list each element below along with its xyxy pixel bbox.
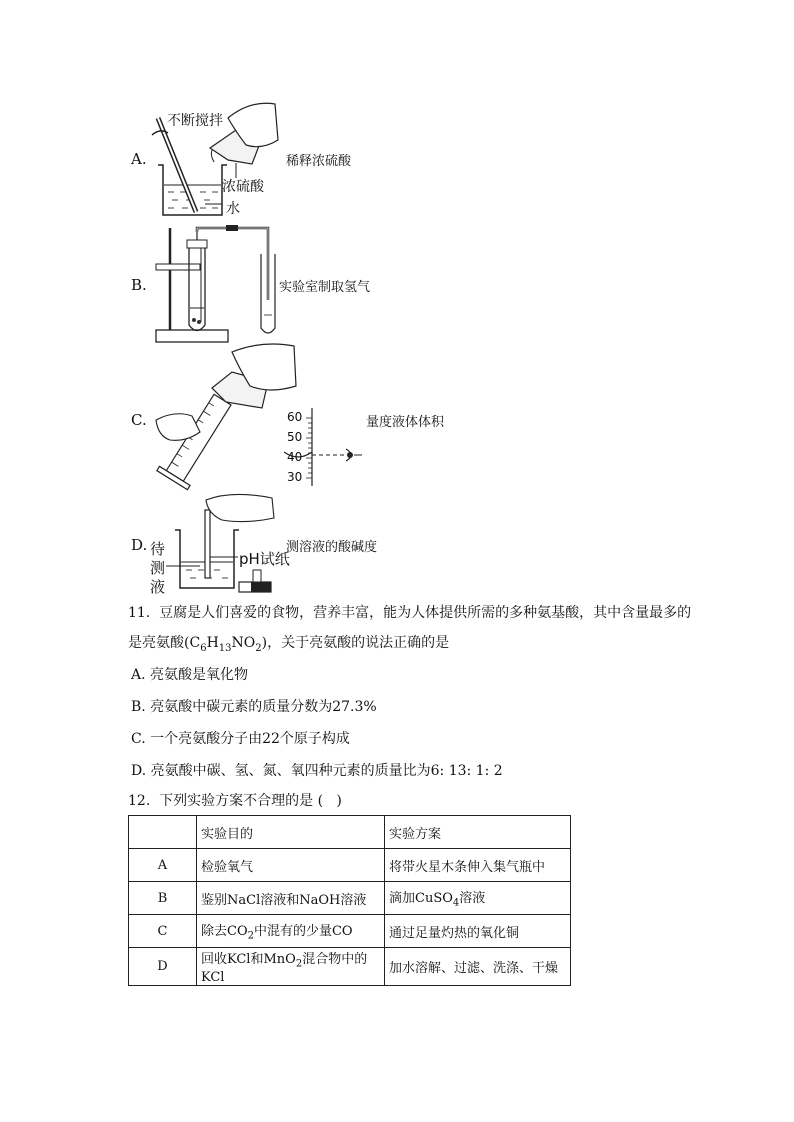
row-plan: 通过足量灼热的氧化铜 xyxy=(385,915,571,948)
label-conc-acid: 浓硫酸 xyxy=(222,179,264,195)
option-b-caption: 实验室制取氢气 xyxy=(279,280,371,295)
option-c-caption: 量度液体体积 xyxy=(366,415,445,430)
row-plan: 滴加CuSO$_4$溶液 xyxy=(385,882,571,915)
row-purpose: 除去$CO_2$中混有的少量CO xyxy=(197,915,385,948)
label-test-2: 测 xyxy=(150,559,166,577)
scale-label-60: 60 xyxy=(287,410,303,424)
q11-option-c[interactable]: C. 一个亮氨酸分子由22个原子构成 xyxy=(131,731,350,747)
label-stir: 不断搅拌 xyxy=(167,113,223,129)
q11-stem-line1: 11. 豆腐是人们喜爱的食物，营养丰富，能为人体提供所需的多种氨基酸，其中含量最多的 xyxy=(128,605,692,621)
scale-label-30: 30 xyxy=(287,470,303,484)
row-purpose: 检验氧气 xyxy=(197,849,385,882)
q11-option-d[interactable]: D. 亮氨酸中碳、氢、氮、氧四种元素的质量比为6: 13: 1: 2 xyxy=(131,763,503,779)
label-water: 水 xyxy=(226,201,240,217)
option-d-caption: 测溶液的酸碱度 xyxy=(286,540,378,555)
q11-option-b[interactable]: B. 亮氨酸中碳元素的质量分数为27.3% xyxy=(131,699,377,715)
scale-label-50: 50 xyxy=(287,430,303,444)
option-d-illustration xyxy=(0,0,1,1)
row-purpose: 鉴别NaCl溶液和NaOH溶液 xyxy=(197,882,385,915)
option-b-letter[interactable]: B. xyxy=(131,276,147,294)
table-row xyxy=(129,948,571,986)
q11-stem-line2: 是亮氨酸$(C_6H_{13}NO_2)$，关于亮氨酸的说法正确的是 xyxy=(128,635,450,654)
scale-label-40: 40 xyxy=(287,450,303,464)
table-header-cell: 实验目的 xyxy=(197,816,385,849)
table-header-cell: 实验方案 xyxy=(385,816,571,849)
row-key: A xyxy=(129,849,197,882)
table-row xyxy=(129,849,571,882)
q12-table xyxy=(128,815,571,986)
label-test-3: 液 xyxy=(150,578,166,596)
table-header-cell xyxy=(129,816,197,849)
table-header-row xyxy=(129,816,571,849)
option-a-letter[interactable]: A. xyxy=(131,150,147,168)
option-a-caption: 稀释浓硫酸 xyxy=(286,154,352,169)
row-plan: 加水溶解、过滤、洗涤、干燥 xyxy=(385,948,571,986)
label-test-1: 待 xyxy=(150,540,166,558)
label-ph-paper: pH试纸 xyxy=(239,550,290,568)
q11-option-a[interactable]: A. 亮氨酸是氧化物 xyxy=(131,667,249,683)
row-plan: 将带火星木条伸入集气瓶中 xyxy=(385,849,571,882)
row-key: D xyxy=(129,948,197,986)
row-key: C xyxy=(129,915,197,948)
row-key: B xyxy=(129,882,197,915)
table-row xyxy=(129,882,571,915)
option-d-letter[interactable]: D. xyxy=(131,536,148,554)
row-purpose: 回收KCl和MnO$_2$混合物中的KCl xyxy=(197,948,385,986)
q12-stem: 12. 下列实验方案不合理的是 ( ) xyxy=(128,793,342,809)
option-c-letter[interactable]: C. xyxy=(131,411,147,429)
table-row xyxy=(129,915,571,948)
